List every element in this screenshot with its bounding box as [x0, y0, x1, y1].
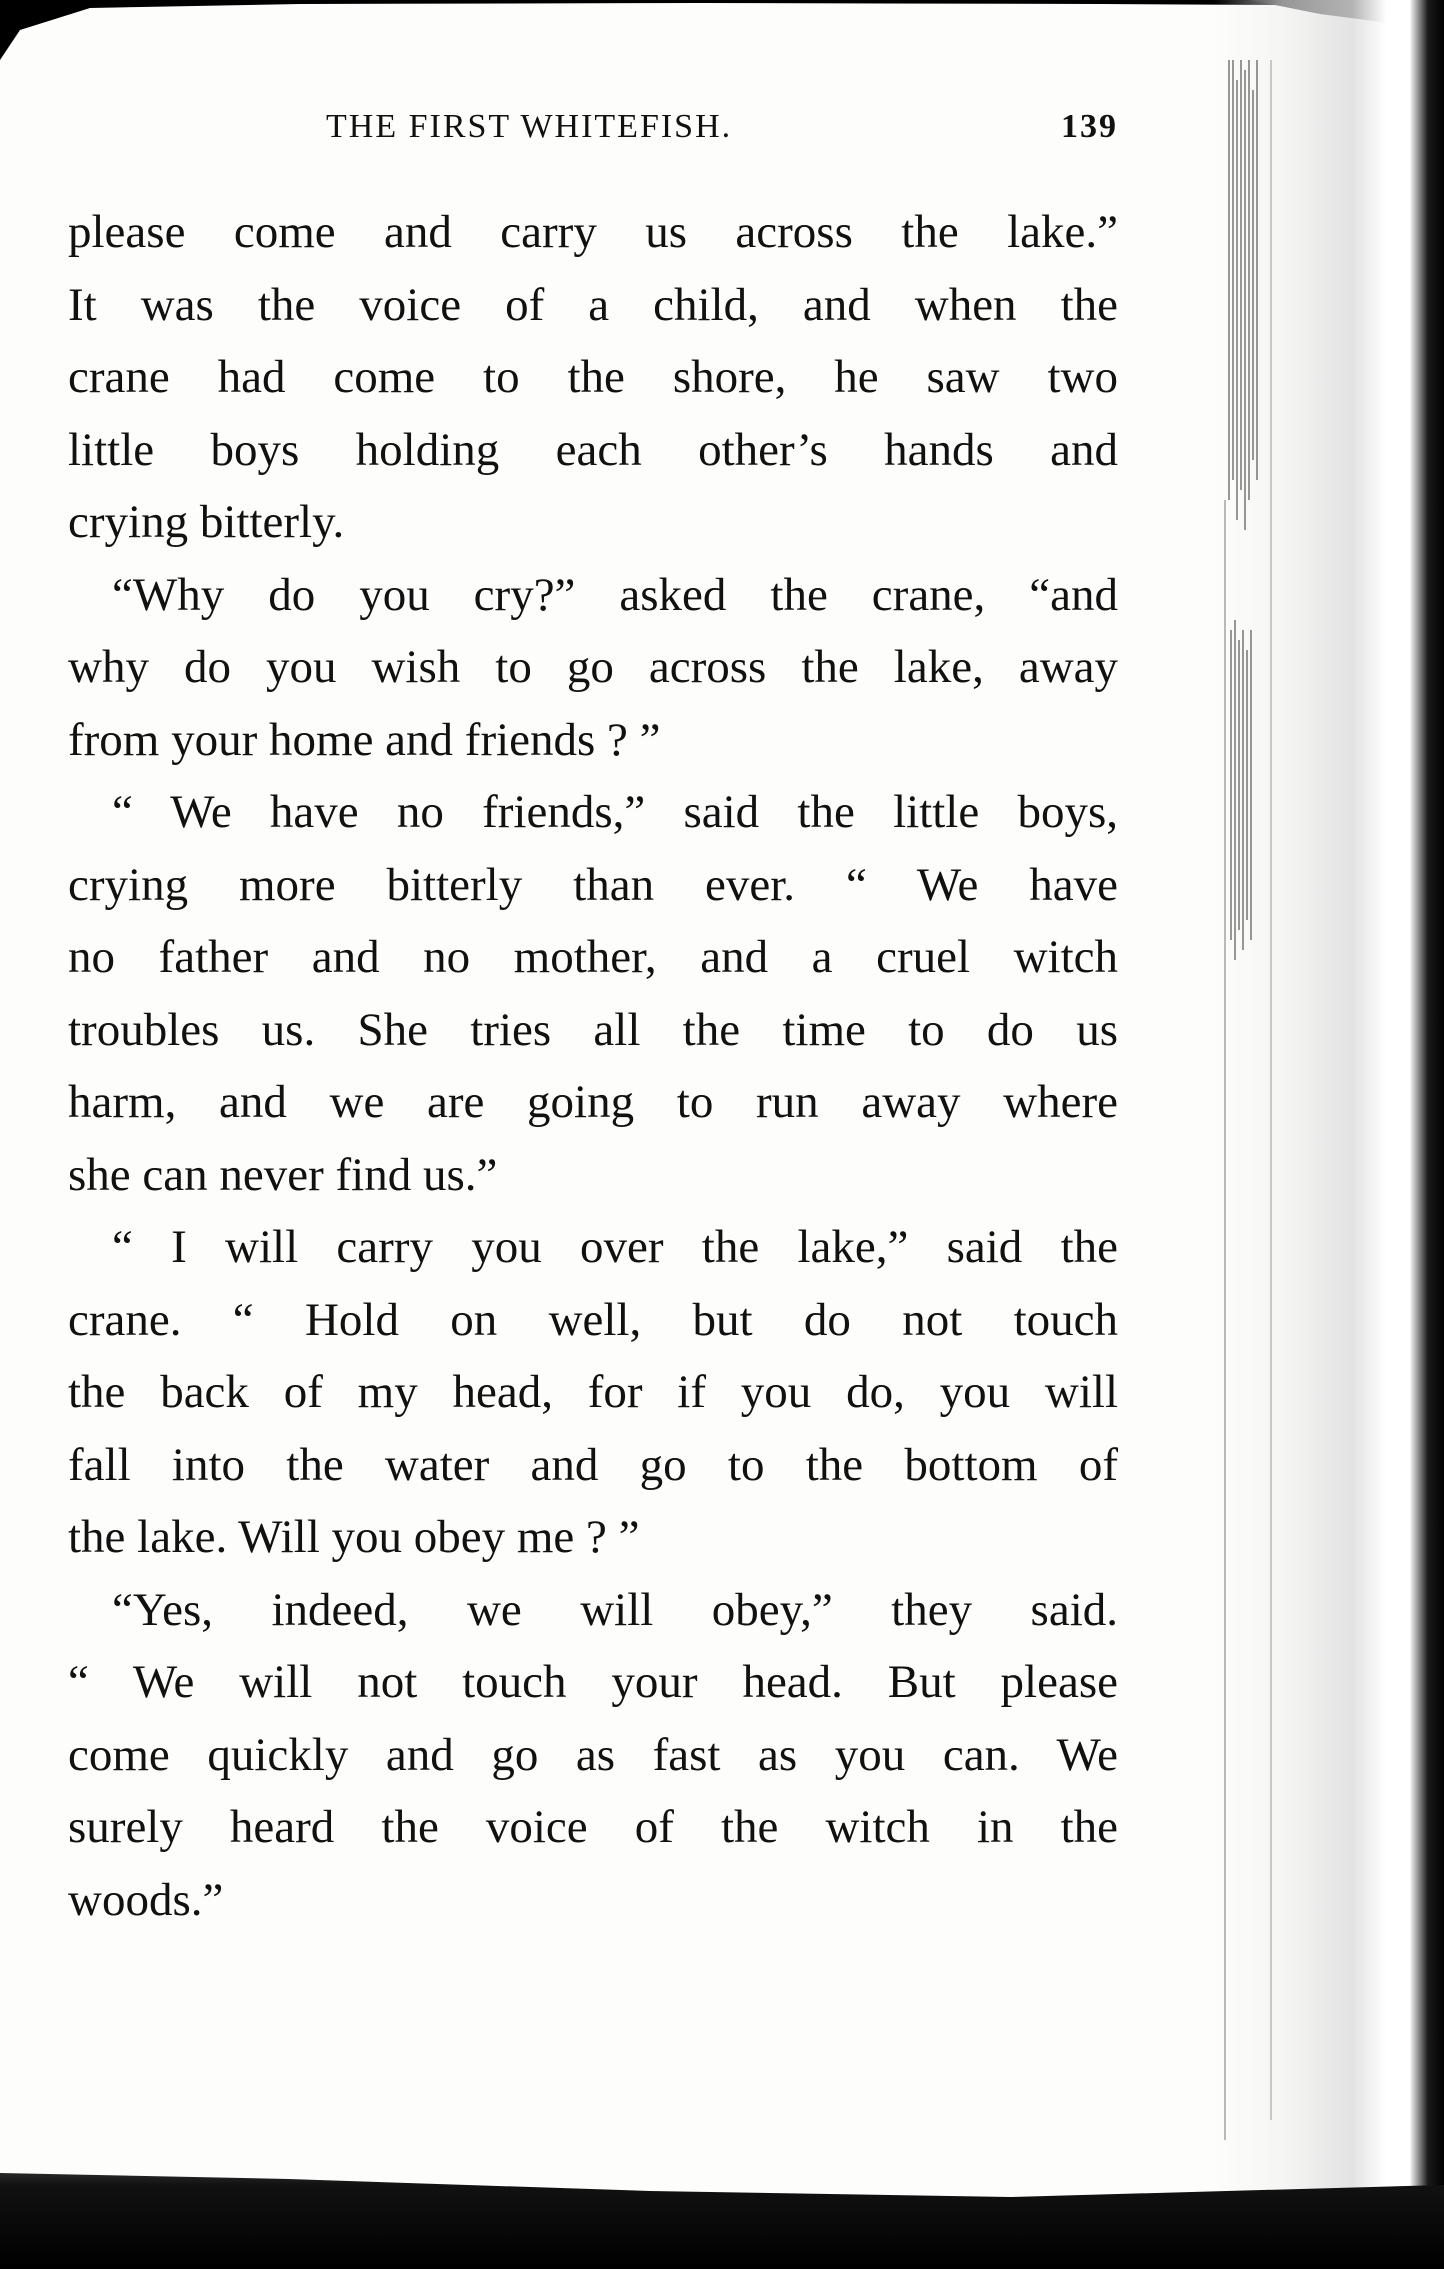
running-head [68, 108, 1118, 158]
page-edge-texture [1219, 60, 1339, 2140]
text-line: why do you wish to go across the lake, away [68, 641, 1118, 693]
text-line: no father and no mother, and a cruel witch [68, 931, 1118, 983]
text-line: harm, and we are going to run away where [68, 1076, 1118, 1128]
text-line: she can never find us.” [68, 1148, 498, 1201]
text-line: “ We will not touch your head. But please [68, 1656, 1118, 1708]
text-line: the back of my head, for if you do, you will [68, 1366, 1118, 1418]
text-line: crane had come to the shore, he saw two [68, 351, 1118, 403]
text-line: “ I will carry you over the lake,” said the [112, 1221, 1118, 1273]
text-line: “Why do you cry?” asked the crane, “and [112, 568, 1118, 621]
text-line: troubles us. She tries all the time to do us [68, 1003, 1118, 1056]
text-line: crane. “ Hold on well, but do not touch [68, 1293, 1118, 1346]
text-line: fall into the water and go to the bottom of [68, 1438, 1118, 1491]
text-line: It was the voice of a child, and when the [68, 278, 1118, 331]
text-line: “Yes, indeed, we will obey,” they said. [112, 1583, 1118, 1636]
text-line: surely heard the voice of the witch in the [68, 1801, 1118, 1853]
text-line: crying more bitterly than ever. “ We have [68, 858, 1118, 911]
text-line: the lake. Will you obey me ? ” [68, 1511, 640, 1563]
text-line: come quickly and go as fast as you can. We [68, 1728, 1118, 1781]
text-line: please come and carry us across the lake.” [68, 206, 1118, 258]
body-text [68, 196, 1118, 1936]
text-line: woods.” [68, 1873, 224, 1926]
running-head-title: THE FIRST WHITEFISH. [326, 108, 733, 145]
text-line: “ We have no friends,” said the little boys, [112, 786, 1118, 838]
text-line: little boys holding each other’s hands and [68, 423, 1118, 476]
text-line: crying bitterly. [68, 496, 345, 548]
page-number: 139 [1061, 108, 1118, 145]
text-line: from your home and friends ? ” [68, 713, 661, 766]
